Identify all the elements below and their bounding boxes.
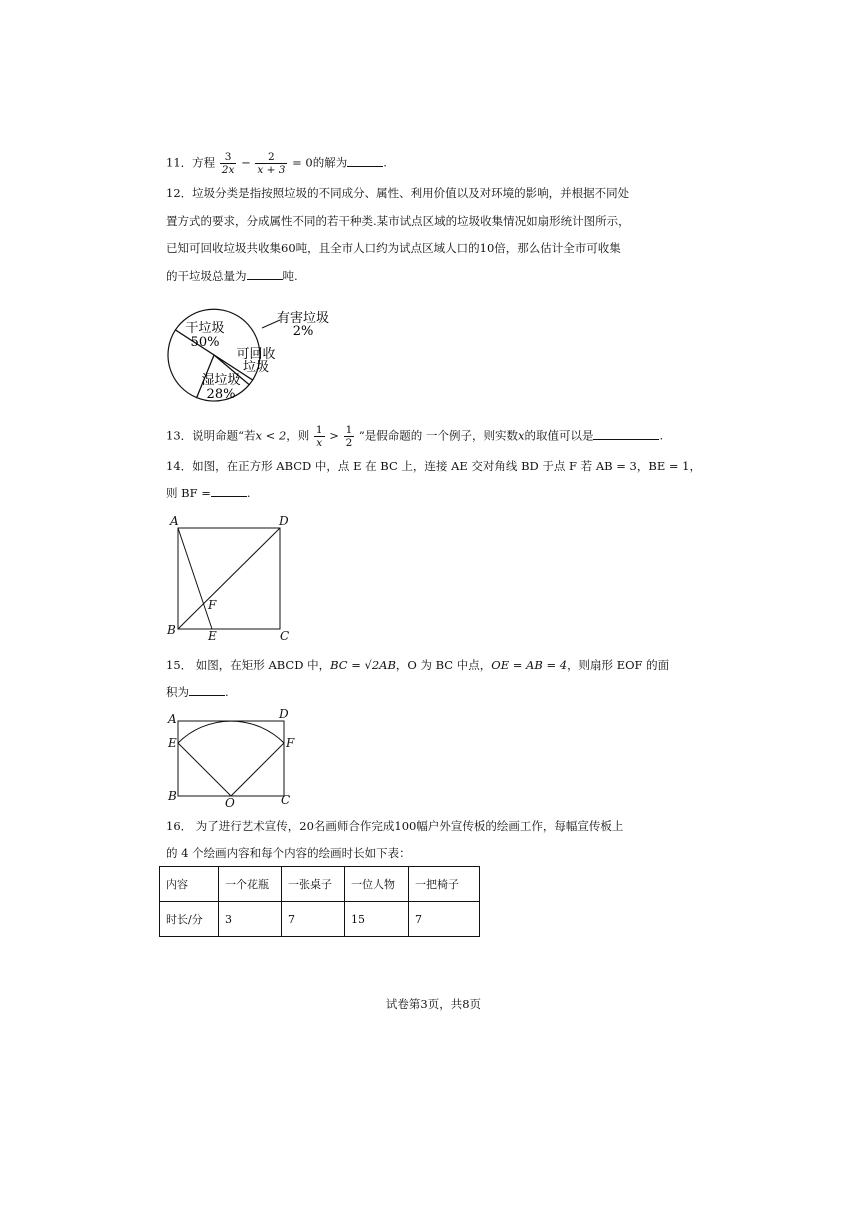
rectangle-sector-diagram <box>165 706 300 810</box>
segment-ae <box>178 528 212 629</box>
q11-answer-blank[interactable] <box>347 154 383 167</box>
pie-label-recyclable-1: 可回收 <box>236 347 276 362</box>
diagonal-bd <box>178 528 280 629</box>
q12-line-4 <box>166 267 298 285</box>
q15-end: . <box>225 685 229 699</box>
q11-f2-num: 2 <box>255 151 287 164</box>
pie-value-wet: 28% <box>206 387 236 402</box>
table-cell: 一位人物 <box>345 867 409 902</box>
table-row <box>160 867 480 902</box>
q11-minus: − <box>241 155 251 170</box>
q12-line-4-pre: 的干垃圾总量为 <box>166 269 247 283</box>
label-f: F <box>286 736 295 750</box>
q14-end: . <box>246 486 251 500</box>
table-cell: 一把椅子 <box>409 867 480 902</box>
label-a: A <box>170 514 179 528</box>
q11-f2-den: x + 3 <box>257 164 286 176</box>
q15-condition-2: OE = AB = 4 <box>491 658 568 672</box>
q11-end: . <box>383 155 387 170</box>
table-cell: 15 <box>345 902 409 937</box>
q15-line-2-pre: 积为 <box>166 685 189 699</box>
table-row <box>160 902 480 937</box>
q13-fraction-2 <box>344 424 355 449</box>
q13-fraction-1 <box>314 424 325 449</box>
label-b: B <box>168 789 177 803</box>
q12-line-1: 12．垃圾分类是指按照垃圾的不同成分、属性、利用价值以及对环境的影响，并根据不同处 <box>166 186 630 200</box>
q14-answer-blank[interactable] <box>211 484 247 497</box>
pie-label-recyclable-2: 垃圾 <box>242 360 270 375</box>
q13-text-pre: 13．说明命题“若 <box>166 428 256 443</box>
table-cell: 一个花瓶 <box>219 867 282 902</box>
q15-condition-1: BC = √2AB <box>330 658 396 672</box>
q11-equals: = 0 <box>292 155 313 170</box>
q11-f1-den: 2x <box>221 164 235 176</box>
q13-gt: > <box>329 428 339 443</box>
q15-o-part: O 为 BC 中点， <box>407 658 492 672</box>
label-b: B <box>167 623 176 637</box>
q12-line-3: 已知可回收垃圾共收集60吨，且全市人口约为试点区域人口的10倍，那么估计全市可收集 <box>166 241 621 255</box>
page-footer: 试卷第3页，共8页 <box>385 997 482 1011</box>
pie-label-hazardous: 有害垃圾 <box>276 311 330 326</box>
q13-f2-num: 1 <box>345 424 353 436</box>
q16-line-2: 的 4 个绘画内容和每个内容的绘画时长如下表： <box>166 846 411 860</box>
table-cell: 3 <box>219 902 282 937</box>
table-cell: 7 <box>409 902 480 937</box>
pie-value-dry: 50% <box>190 335 220 350</box>
q11-number: 11． <box>166 155 193 170</box>
q11-text-pre: 方程 <box>192 155 216 170</box>
q13-answer-blank[interactable] <box>593 427 659 440</box>
arc-ef <box>178 721 284 743</box>
question-15 <box>166 656 669 674</box>
pie-chart <box>160 300 350 410</box>
q14-line-2-pre: 则 BF = <box>166 486 211 500</box>
q15-line-2 <box>166 683 229 701</box>
segment-oe <box>178 743 231 796</box>
q14-line-2 <box>166 484 251 502</box>
table-cell: 内容 <box>160 867 219 902</box>
label-o: O <box>225 796 235 810</box>
duration-table <box>159 866 480 937</box>
table-cell: 时长/分 <box>160 902 219 937</box>
q11-fraction-2 <box>255 151 287 176</box>
question-11 <box>166 151 387 176</box>
q11-fraction-1 <box>220 151 237 176</box>
label-c: C <box>280 629 290 643</box>
q12-answer-blank[interactable] <box>247 267 283 280</box>
label-e: E <box>168 736 177 750</box>
q13-f1-num: 1 <box>315 424 323 436</box>
label-a: A <box>168 712 177 726</box>
label-c: C <box>281 793 291 807</box>
q16-line-1: 16． 为了进行艺术宣传，20名画师合作完成100幅户外宣传板的绘画工作，每幅宣传板上 <box>166 819 624 833</box>
pie-label-dry: 干垃圾 <box>185 321 225 336</box>
q12-line-4-post: 吨. <box>282 269 298 283</box>
label-d: D <box>279 707 289 721</box>
q13-f1-den: x <box>316 437 323 449</box>
pie-value-hazardous: 2% <box>292 324 314 339</box>
q13-text-mid: ，则 <box>286 428 310 443</box>
label-f: F <box>208 598 217 612</box>
pie-label-wet: 湿垃圾 <box>201 373 241 388</box>
q15-answer-blank[interactable] <box>189 683 225 696</box>
q12-line-2: 置方式的要求，分成属性不同的若干种类.某市试点区域的垃圾收集情况如扇形统计图所示， <box>166 214 630 228</box>
square-diagram <box>165 512 295 644</box>
table-cell: 一张桌子 <box>282 867 345 902</box>
q15-text-pre: 15． 如图，在矩形 ABCD 中， <box>166 658 331 672</box>
q15-text-mid: ， <box>395 658 408 672</box>
table-cell: 7 <box>282 902 345 937</box>
q15-text-post: ，则扇形 EOF 的面 <box>567 658 670 672</box>
segment-of <box>231 743 284 796</box>
q14-line-1: 14．如图，在正方形 ABCD 中，点 E 在 BC 上，连接 AE 交对角线 BD 于点 F 若 AB = 3，BE = 1， <box>166 459 701 473</box>
q13-f2-den: 2 <box>345 437 353 449</box>
q13-condition: x < 2 <box>255 428 287 443</box>
q13-var: x <box>517 428 525 443</box>
q13-end: . <box>659 428 664 443</box>
q13-text-post: ”是假命题的 一个例子，则实数 <box>358 428 518 443</box>
question-13 <box>166 424 663 449</box>
label-e: E <box>208 629 217 643</box>
label-d: D <box>279 514 289 528</box>
q11-text-post: 的解为 <box>312 155 348 170</box>
q13-text-post2: 的取值可以是 <box>524 428 594 443</box>
q11-f1-num: 3 <box>220 151 237 164</box>
